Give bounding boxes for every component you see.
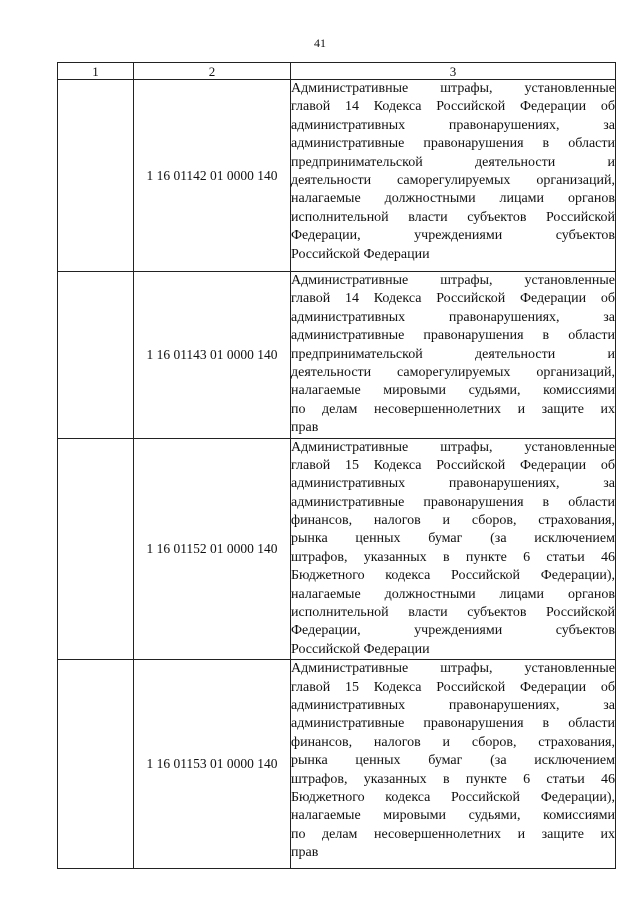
description-line: налагаемые должностными лицами органов (291, 191, 615, 207)
description-line: Федерации, учреждениями субъектов (291, 228, 615, 244)
description-line: Бюджетного кодекса Российской Федерации), (291, 789, 615, 805)
budget-code-cell: 1 16 01143 01 0000 140 (134, 272, 291, 439)
description-line: Федерации, учреждениями субъектов (291, 623, 615, 639)
description-line: предпринимательской деятельности и (291, 346, 615, 362)
description-line: налагаемые мировыми судьями, комиссиями (291, 383, 615, 399)
description-line: налагаемые мировыми судьями, комиссиями (291, 808, 615, 824)
description-line: по делам несовершеннолетних и защите их (291, 401, 615, 417)
description-line: главой 15 Кодекса Российской Федерации об (291, 679, 615, 695)
column-header-1: 1 (58, 63, 134, 80)
description-line: деятельности саморегулируемых организаций, (291, 364, 615, 380)
table-row (58, 660, 616, 869)
description-line: Административные штрафы, установленные (291, 273, 615, 288)
table-header-row (58, 63, 616, 80)
description-line: административные правонарушения в области (291, 716, 615, 732)
table-row (58, 438, 616, 660)
description-line: финансов, налогов и сборов, страхования, (291, 734, 615, 750)
description-cell (291, 272, 616, 439)
empty-cell (58, 438, 134, 660)
description-line: административных правонарушениях, за (291, 697, 615, 713)
description-line: Административные штрафы, установленные (291, 661, 615, 677)
description-line: административные правонарушения в области (291, 494, 615, 510)
column-header-3: 3 (291, 63, 616, 80)
description-line: прав (291, 420, 319, 436)
description-line: административные правонарушения в области (291, 328, 615, 344)
description-cell (291, 660, 616, 869)
description-line: по делам несовершеннолетних и защите их (291, 826, 615, 842)
description-line: штрафов, указанных в пункте 6 статьи 46 (291, 549, 615, 565)
description-line: прав (291, 845, 319, 861)
description-line: Российской Федерации (291, 246, 430, 262)
table-row (58, 80, 616, 272)
empty-cell (58, 80, 134, 272)
description-line: штрафов, указанных в пункте 6 статьи 46 (291, 771, 615, 787)
description-line: главой 14 Кодекса Российской Федерации об (291, 99, 615, 115)
description-line: предпринимательской деятельности и (291, 154, 615, 170)
column-header-2: 2 (134, 63, 291, 80)
description-line: Административные штрафы, установленные (291, 81, 615, 96)
budget-code-cell: 1 16 01142 01 0000 140 (134, 80, 291, 272)
empty-cell (58, 660, 134, 869)
description-line: финансов, налогов и сборов, страхования, (291, 513, 615, 529)
description-line: деятельности саморегулируемых организаций, (291, 172, 615, 188)
description-cell (291, 438, 616, 660)
description-line: административные правонарушения в области (291, 136, 615, 152)
budget-code-cell: 1 16 01153 01 0000 140 (134, 660, 291, 869)
description-line: административных правонарушениях, за (291, 117, 615, 133)
table-row (58, 272, 616, 439)
description-line: Российской Федерации (291, 641, 430, 657)
description-line: главой 15 Кодекса Российской Федерации об (291, 457, 615, 473)
description-line: административных правонарушениях, за (291, 476, 615, 492)
description-line: Бюджетного кодекса Российской Федерации), (291, 568, 615, 584)
description-line: рынка ценных бумаг (за исключением (291, 753, 615, 769)
description-line: рынка ценных бумаг (за исключением (291, 531, 615, 547)
description-line: Административные штрафы, установленные (291, 439, 615, 455)
empty-cell (58, 272, 134, 439)
description-cell (291, 80, 616, 272)
description-line: административных правонарушениях, за (291, 309, 615, 325)
description-line: исполнительной власти субъектов Российской (291, 605, 615, 621)
description-line: исполнительной власти субъектов Российской (291, 209, 615, 225)
budget-code-table (57, 62, 616, 869)
page-number: 41 (314, 36, 326, 50)
description-line: налагаемые должностными лицами органов (291, 586, 615, 602)
budget-code-cell: 1 16 01152 01 0000 140 (134, 438, 291, 660)
description-line: главой 14 Кодекса Российской Федерации об (291, 291, 615, 307)
